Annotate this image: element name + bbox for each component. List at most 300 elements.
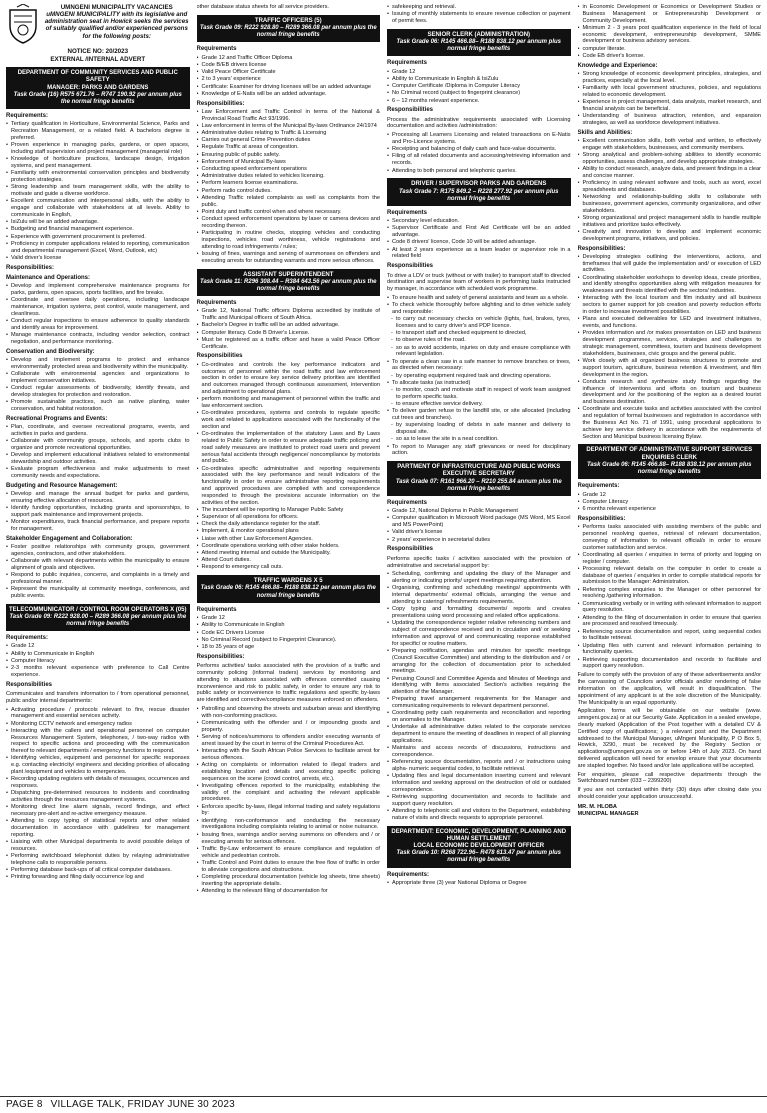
list-item: • Knowledge of horticulture practices, landscape design, irrigation systems, and pest management. xyxy=(6,156,190,170)
list-item: • Knowledge of E-Natis will be an added advantage. xyxy=(197,91,381,98)
list-item: • At least 2 years experience as a team leader or supervisor role in a related field xyxy=(387,247,571,261)
department-title: PARTMENT OF INFRASTRUCTURE AND PUBLIC WORKS xyxy=(397,464,561,471)
list-item: • Co-ordinates specific administrative and reporting requirements associated with the key performance and result indicators of the functionality in order to ensure administrative reporting requirements and approved procedures are complied with and correspondence responded to through the provisions accurate information on the activities of the section. xyxy=(197,466,381,507)
list-item: • Minimum 2 - 3 years post qualification experience in the field of local economic development, entrepreneurship development, SMME development or business advisory services. xyxy=(578,25,762,45)
section-heading: Budgeting and Resource Management: xyxy=(6,482,118,489)
bullet-list xyxy=(6,424,190,480)
list-item: • Familiarity with environmental conservation principles and biodiversity protection strategies. xyxy=(6,170,190,184)
bullet-list xyxy=(578,254,762,441)
column-2 xyxy=(197,4,381,1094)
list-item: • safekeeping and retrieval. xyxy=(387,4,571,11)
list-item: • Ability to conduct research, analyze data, and present findings in a clear and concise manner. xyxy=(578,166,762,180)
page-footer xyxy=(0,1096,767,1113)
list-item: • Enforces specific by-laws, illegal informal trading and safety regulations by: xyxy=(197,804,381,818)
bullet-list xyxy=(6,283,190,345)
banner-led-officer xyxy=(387,826,571,868)
list-item: • Retrieving supporting documentation and records to facilitate and support query resolution. xyxy=(578,657,762,671)
banner-enquiries-clerk xyxy=(578,444,762,479)
list-item: • Regulate Traffic at areas of congestion. xyxy=(197,144,381,151)
list-item: • computer literate. xyxy=(578,46,762,53)
list-item: • Participating in routine checks, stopping vehicles and conducting inspections, vehicles road worthiness, vehicle registrations and attending to road infringements / rules; xyxy=(197,230,381,250)
bullet-list xyxy=(578,4,762,60)
post-grade: Task Grade 07: R161 966.20 – R210 255.84 annum plus the normal fringe benefits xyxy=(395,478,562,492)
list-item: • Filing of all related documents and accessing/retrieving information and records. xyxy=(387,153,571,167)
post-title: ASSISTANT SUPERINTENDENT xyxy=(243,271,334,278)
list-item: • Valid driver's license xyxy=(6,255,190,262)
list-item: • Strong knowledge of economic development principles, strategies, and practices, especially at the local level. xyxy=(578,71,762,85)
bullet-list xyxy=(578,138,762,243)
list-item: • Excellent communication skills, both verbal and written, to effectively engage with stakeholders, businesses, and community members. xyxy=(578,138,762,152)
section-heading: Responsibilities: xyxy=(577,515,626,522)
list-item: - to observe rules of the road. xyxy=(387,337,571,344)
bullet-list xyxy=(197,362,381,571)
list-item: • 2-3 months relevant experience with preference to Call Centre experience. xyxy=(6,665,190,679)
post-title: SENIOR CLERK (ADMINISTRATION) xyxy=(427,31,531,38)
list-item: • Processing relevant details on the computer in order to create a database of queries / enquiries in order to compile statistical reports for submission to the Manager: Administration. xyxy=(578,566,762,586)
list-item: - to transport staff and checked equipment to directed, xyxy=(387,330,571,337)
list-item: • Issuing of fines, warnings and serving of summonses on offenders and executing arrests for outstanding warrants and more serious offences. xyxy=(197,251,381,265)
list-item: • in Economic Development or Economics or Development Studies or Business Management or Entrepreneurship Development or Community Development. xyxy=(578,4,762,24)
list-item: • Plans and executed deliverables for LED and investment initiatives, events, and functions. xyxy=(578,316,762,330)
list-item: • Coordinating stakeholder workshops to develop ideas, create priorities, and identify strengths opportunities along with mitigation measures for weaknesses and threats identified with the sectors/ industries. xyxy=(578,275,762,295)
list-item: • Scheduling, confirming and updating the diary of the Manager and alerting or indicating priority/ urgent meetings requiring attention. xyxy=(387,571,571,585)
list-item: • Undertake all administrative duties related to the corporate services department to ensure the meeting of deadlines in respect of all planning applications. xyxy=(387,724,571,744)
list-item: • Computer literacy xyxy=(6,658,190,665)
section-heading: Requirements xyxy=(387,499,428,506)
post-title: ENQUIRIES CLERK xyxy=(641,454,697,461)
list-item: • Communicating verbally or in writing with relevant information to support query resolution. xyxy=(578,601,762,615)
list-item: • Must be registered as a traffic officer and have a valid Peace Officer Certificate. xyxy=(197,337,381,351)
section-heading: Responsibilities xyxy=(387,263,434,270)
list-item: • Certificate: Examiner for driving licenses will be an added advantage xyxy=(197,84,381,91)
post-grade: Task Grade 09: R222 928.00 – R289 366.08 per annum plus the normal fringe benefits xyxy=(9,613,187,627)
signatory-name: MR. M. HLOBA xyxy=(577,803,617,810)
list-item: • Perform radio control duties. xyxy=(197,188,381,195)
section-heading: Responsibilities: xyxy=(577,245,626,252)
list-item: • 2 years' experience in secretarial duties xyxy=(387,537,571,544)
bullet-list xyxy=(387,69,571,105)
disqualification-notice: Failure to comply with the provision of any of these advertisements and/or the canvassing of Councilors and/or officials and/or rendering of false information on the application, will result in disqualification. The appointment of any applicant is at the sole discretion of the Municipality. The Municipality is an equal opportunity. xyxy=(577,672,761,706)
bullet-list xyxy=(387,132,571,174)
bullet-list xyxy=(6,643,190,678)
continued-text: other database status sheets for all service providers. xyxy=(196,4,329,10)
section-heading: Responsibilities xyxy=(387,107,434,114)
list-item: • No Criminal Record (subject to Fingerprint Clearance). xyxy=(197,637,381,644)
bullet-list xyxy=(6,121,190,261)
list-item: • Developing strategies outlining the interventions, actions, and timeframes that will guide the implementation and/ or execution of LED activities. xyxy=(578,254,762,274)
list-item: • Strong leadership and team management skills, with the ability to motivate and guide a diverse workforce. xyxy=(6,184,190,198)
list-item: • Plan, coordinate, and oversee recreational programs, events, and activities in parks and gardens. xyxy=(6,424,190,438)
paragraph: To drive a LDV or truck (without or with trailer) to transport staff to directed destination and supervise team of workers in performing tasks instructed by manager, in accordance with scheduled work programme. xyxy=(387,272,571,293)
section-heading: Requirements xyxy=(387,60,428,67)
list-item: • To operate a clean saw in a safe manner to remove branches or trees, as directed when necessary: xyxy=(387,359,571,373)
list-item: • Creativity and innovation to develop and implement economic development programs, initiatives, and policies. xyxy=(578,229,762,243)
list-item: • Develop and manage the annual budget for parks and gardens, ensuring effective allocation of resources. xyxy=(6,491,190,505)
list-item: • Grade 12, National Traffic officers Diploma accredited by institute of Traffic and Municipal officers of South Africa. xyxy=(197,308,381,322)
list-item: • perform monitoring and management of personnel within the traffic and law enforcement section. xyxy=(197,396,381,410)
columns xyxy=(6,4,761,1094)
list-item: • Conducting speed enforcement operations xyxy=(197,166,381,173)
signatory-title: MUNICIPAL MANAGER xyxy=(577,810,639,817)
page-number: PAGE 8 xyxy=(6,1098,43,1110)
list-item: • Familiarity with local government structures, policies, and regulations related to economic development. xyxy=(578,85,762,99)
bullet-list xyxy=(197,615,381,651)
post-title: LOCAL ECONOMIC DEVELOPMENT OFFICER xyxy=(413,843,545,850)
list-item: • Collaborate with environmental agencies and organizations to implement conservation initiatives. xyxy=(6,371,190,385)
list-item: • Experience in project management, data analysis, market research, and financial analysis can be beneficial. xyxy=(578,99,762,113)
bullet-list xyxy=(6,491,190,533)
notice-number: NOTICE NO: 20/2023 xyxy=(67,48,129,55)
list-item: • Provides information and /or makes presentation on LED and business development programmes, services, strategies and challenges to strategic management, committees, tourism and business development stakeholders, businesses, civic groups and the general public. xyxy=(578,330,762,357)
list-item: • Attending to telephonic call and visitors to the Department, establishing nature of visits and directs requests to appropriate personnel. xyxy=(387,808,571,822)
list-item: • Co-ordinates procedures, systems and controls to regulate specific work and related to applications associated with the functionality of the section and xyxy=(197,410,381,430)
list-item: • Coordinating all queries / enquiries in terms of priority and logging on register / computer. xyxy=(578,552,762,566)
unsuccessful-note: If you are not contacted within thirty (30) days after closing date you should consider your application unsuccessful. xyxy=(577,787,761,801)
publication-date: VILLAGE TALK, FRIDAY JUNE 30 2023 xyxy=(50,1098,235,1110)
section-heading: Knowledge and Experience: xyxy=(577,62,658,69)
department-title: DEPARTMENT: ECONOMIC, DEVELOPMENT, PLANNING AND HUMAN SETTLEMENT xyxy=(391,828,567,842)
paragraph: Performs specific tasks / activities associated with the provision of administrative and secretarial support by: xyxy=(387,555,571,569)
list-item: • Tertiary qualification in Horticulture, Environmental Science, Parks and Recreation Management, or a related field. A bachelors degree is preferred. xyxy=(6,121,190,141)
list-item: • Represent the municipality at community meetings, conferences, and public events. xyxy=(6,586,190,600)
list-item: • Issuing of monthly statements to ensure revenue collection or payment of permit fees. xyxy=(387,11,571,25)
list-item: - by supervising loading of debris in safe manner and delivery to disposal site. xyxy=(387,422,571,436)
list-item: • Processing all Learners Licensing and related transactions on E-Natis and Pro-Licence systems. xyxy=(387,132,571,146)
list-item: • Code B/EB drivers license xyxy=(197,62,381,69)
bullet-list xyxy=(6,544,190,600)
list-item: • Coordinate operations working with other stake holders. xyxy=(197,543,381,550)
list-item: • Proven experience in managing parks, gardens, or open spaces, including staff supervision and project management (managerial role) xyxy=(6,142,190,156)
list-item: • Valid Peace Officer Certificate xyxy=(197,69,381,76)
list-item: • Attending to the relevant filing of documentation for xyxy=(197,888,381,895)
section-heading: Stakeholder Engagement and Collaboration: xyxy=(6,535,133,542)
section-heading: Requirements xyxy=(196,606,237,613)
list-item: • To deliver garden refuse to the landfill site, or site allocated (including cut trees and branches). xyxy=(387,408,571,422)
post-title: TRAFFIC WARDENS X 5 xyxy=(253,578,323,585)
paragraph: Process the administrative requirements associated with Licensing documentation and activities /administration: xyxy=(387,116,571,130)
post-grade: Task Grade 11: R296 308.44 – R384 643.56 per annum plus the normal fringe benefits xyxy=(200,278,377,292)
list-item: • Excellent communication and interpersonal skills, with the ability to engage and collaborate with stakeholders at all levels. Ability to communicate in English, xyxy=(6,198,190,218)
banner-executive-secretary xyxy=(387,461,571,496)
signature-block xyxy=(578,804,762,818)
list-item: - to monitor, coach and motivate staff in respect of work team assigned to perform specific tasks. xyxy=(387,387,571,401)
bullet-list xyxy=(197,308,381,350)
list-item: • Identify funding opportunities, including grants and sponsorships, to support park maintenance and improvement projects. xyxy=(6,505,190,519)
list-item: • Monitor expenditures, track financial performance, and prepare reports for management. xyxy=(6,519,190,533)
list-item: • Ability to Communicate in English xyxy=(6,651,190,658)
section-heading: Responsibilities: xyxy=(196,653,245,660)
bullet-list xyxy=(6,357,190,413)
paragraph: Performs activities/ tasks associated with the provision of a traffic and community policing (informal traders) services by monitoring and attending to situations associated with offences committed causing inconvenience and risk to public safety, in order to ensure any risk to public safety or inconvenience to traffic regulations and specific by-laws are identified and corrective/compliance measures enforced on offenders. xyxy=(196,663,380,704)
header-line2: uMNGENI MUNICIPALITY with its legislative and administration seat in Howick seeks the services of suitably qualified and/or experienced persons for the following posts: xyxy=(44,11,189,40)
list-item: • Proficiency in using relevant software and tools, such as word, excel spreadsheets and databases. xyxy=(578,180,762,194)
list-item: • Conduct regular inspections to ensure adherence to quality standards and identify areas for improvement. xyxy=(6,318,190,332)
list-item: • Liaise with other Law Enforcement Agencies. xyxy=(197,536,381,543)
post-grade: Task Grade 06: R145 466.88– R188 838.12 per annum plus normal fringe benefits xyxy=(586,461,752,476)
list-item: • Receipting and balancing of daily cash and face-value documents. xyxy=(387,146,571,153)
list-item: • Printing forwarding and filing daily occurrence log and xyxy=(6,874,190,881)
list-item: • Attend Court duties. xyxy=(197,557,381,564)
list-item: • Law enforcement in terms of the Municipal By-laws Ordinance 24/1974 xyxy=(197,123,381,130)
section-heading: Conservation and Biodiversity: xyxy=(6,348,95,355)
list-item: • Develop and implement comprehensive maintenance programs for parks, gardens, open spaces, sports facilities, and fire breaks. xyxy=(6,283,190,297)
list-item: • Proficiency in computer applications related to reporting, communication and departmental management (Excel, Word, Outlook, etc) xyxy=(6,241,190,255)
list-item: • Attending to both personal and telephonic queries. xyxy=(387,168,571,175)
section-heading: Requirements xyxy=(387,209,428,216)
list-item: • Strong organizational and project management skills to handle multiple initiatives and prioritize tasks effectively. xyxy=(578,215,762,229)
list-item: • Ability to Communicate in English & IsiZulu xyxy=(387,76,571,83)
list-item: • Completing procedural documentation (vehicle log sheets, time sheets) inserting the appropriate details. xyxy=(197,874,381,888)
list-item: • Co-ordinates and controls the key performance indicators and outcomes of personnel within the road traffic and law enforcement section in order to ensure key service delivery priorities are identified and outcomes managed through continuous assessment, intervention and adjustment to operational plans. xyxy=(197,362,381,396)
list-item: • Enforcement of Municipal By-laws xyxy=(197,159,381,166)
list-item: • Preparing travel arrangement requirements for the Manager and communicating requirements to relevant department personnel. xyxy=(387,696,571,710)
list-item: • Evaluate program effectiveness and make adjustments to meet community needs and expectations. xyxy=(6,466,190,480)
list-item: • Patrolling and observing the streets and suburban areas and identifying with non-conforming practices. xyxy=(197,706,381,720)
bullet-list xyxy=(387,218,571,260)
list-item: • Networking and relationship-building skills to collaborate with businesses, government agencies, community organizations, and other stakeholders. xyxy=(578,194,762,214)
list-item: • Grade 12 xyxy=(387,69,571,76)
list-item: • To check vehicle thoroughly before alighting and to drive vehicle safely and responsible: xyxy=(387,302,571,316)
list-item: • Performing switchboard telephonist duties by relaying administrative telephone calls to responsible persons. xyxy=(6,853,190,867)
list-item: - by operating equipment required task and directing operations. xyxy=(387,373,571,380)
bullet-list xyxy=(387,295,571,457)
bullet-list xyxy=(387,4,571,25)
list-item: • Identifying vehicles, equipment and personnel for specific responses e.g. contacting electricity/ engineers and deciding priorities of allocating plant /equipment and vehicles to emergencies. xyxy=(6,755,190,775)
list-item: • Conduct regular assessments of biodiversity, identify threats, and develop strategies for protection and restoration. xyxy=(6,385,190,399)
banner-parks-manager xyxy=(6,67,190,109)
list-item: • Activating procedure / protocols relevant to fire, rescue disaster management and essential services activity. xyxy=(6,707,190,721)
bullet-list xyxy=(387,880,571,887)
bullet-list xyxy=(578,71,762,127)
list-item: • Maintains and access records of discussions, instructions and correspondence. xyxy=(387,745,571,759)
list-item: • Interacting with the South African Police Services to facilitate arrest for serious offences. xyxy=(197,748,381,762)
department-title: DEPARTMENT OF COMMUNITY SERVICES AND PUBLIC SAFETY xyxy=(17,70,178,84)
list-item: • Computer literacy. Code B Driver's License. xyxy=(197,330,381,337)
list-item: • Grade 12 and Traffic Officer Diploma xyxy=(197,55,381,62)
section-heading: Requirements: xyxy=(6,635,49,642)
list-item: • Coordinating petty cash requirements and reconciliation and reporting on anomalies to the Manager. xyxy=(387,710,571,724)
list-item: • Ensuring public of public safety. xyxy=(197,152,381,159)
list-item: • Law Enforcement and Traffic Control in terms of the National & Provincial Road Traffic Act 93/1996. xyxy=(197,109,381,123)
list-item: • Valid driver's license xyxy=(387,529,571,536)
list-item: • 6 – 12 months relevant experience. xyxy=(387,98,571,105)
list-item: • Supervisor of all operations for officers. xyxy=(197,514,381,521)
list-item: • Bachelor's Degree in traffic will be an added advantage. xyxy=(197,322,381,329)
list-item: • Perusing Council and Committee Agenda and Minutes of Meetings and identifying with items associated Section's activities requiring the attention of the Manager. xyxy=(387,676,571,696)
section-heading: Requirements xyxy=(196,46,237,53)
post-title: EXECUTIVE SECRETARY xyxy=(442,471,515,478)
banner-traffic-officers xyxy=(197,15,381,43)
list-item: • Strong analytical and problem-solving abilities to identify economic opportunities, assess challenges, and develop appropriate strategies. xyxy=(578,152,762,166)
section-heading: Recreational Programs and Events: xyxy=(6,415,108,422)
list-item: • Computer qualification in Microsoft Word package (MS Word, MS Excel and MS PowerPoint) xyxy=(387,515,571,529)
section-heading: Responsibilities xyxy=(387,546,434,553)
post-grade: Task Grade 06: R145 466.88– R188 838.12 per annum plus normal fringe benefits xyxy=(396,39,562,53)
list-item: • 6 months relevant experience xyxy=(578,506,762,513)
list-item: • Conducts research and synthesize study findings regarding the influence of interventions and efforts on tourism and business development and /or the positioning of the region as a desired tourist and business destination. xyxy=(578,379,762,406)
list-item: • Recording updating registers with details of messages, occurrences and responses. xyxy=(6,776,190,790)
list-item: • Code 8 drivers' licence, Code 10 will be added advantage. xyxy=(387,239,571,246)
header-text xyxy=(44,4,190,44)
list-item: • Code EC Drivers License xyxy=(197,630,381,637)
list-item: • Work closely with all organized business structures to promote and support tourism, agriculture, business retention & investment, and film development in the region. xyxy=(578,358,762,378)
municipal-crest-icon xyxy=(6,4,40,44)
list-item: • identifying non-conformance and conducting the necessary investigations including complaints relating to animal or noise nuisance. xyxy=(197,818,381,832)
section-heading: Requirements: xyxy=(6,113,49,120)
list-item: • Issuing fines, warnings and/or serving summons on offenders and / or executing arrests for serious offences. xyxy=(197,832,381,846)
section-heading: Requirements xyxy=(196,300,237,307)
list-item: • Check the daily attendance register for the staff. xyxy=(197,521,381,528)
bullet-list xyxy=(6,707,190,882)
list-item: • Interacting with the local tourism and film industry and all business sectors to garner support for job creation and poverty reduction efforts in order to increase investment possibilities. xyxy=(578,295,762,315)
list-item: • Supervisor Certificate and First Aid Certificate will be an added advantage. xyxy=(387,225,571,239)
list-item: • Referencing source documentation and report, using sequential codes to facilitate retrieval. xyxy=(578,629,762,643)
list-item: • Respond to public inquiries, concerns, and complaints in a timely and professional manner. xyxy=(6,572,190,586)
banner-senior-clerk xyxy=(387,29,571,57)
list-item: • Interacting with the callers and operational personnel on computer Resources Management System, telephones, / two-way radios with respect to specific actions and proceeding with the communication thereof to relevant departments / emergency functions to respond. xyxy=(6,728,190,755)
post-grade: Task Grade 7: R175 849.2 – R228 277.92 per annum plus normal fringe benefits xyxy=(398,188,559,202)
list-item: • Administrative duties relating to Traffic & Licensing xyxy=(197,130,381,137)
list-item: • Liaising with other Municipal departments to avoid possible delays of resources. xyxy=(6,839,190,853)
list-item: • Performing database back-ups of all critical computer databases. xyxy=(6,867,190,874)
list-item: • Attending Traffic related complaints as well as complaints from the public. xyxy=(197,195,381,209)
list-item: • Perform learners license examinations. xyxy=(197,180,381,187)
bullet-list xyxy=(197,4,381,11)
column-3 xyxy=(387,4,571,1094)
bullet-list xyxy=(387,571,571,821)
list-item: • To allocate tasks (as instructed) xyxy=(387,380,571,387)
section-heading: Maintenance and Operations: xyxy=(6,274,91,281)
paragraph: Communicates and transfers information to / from operational personnel, public and/or internal departments: xyxy=(6,690,190,704)
list-item: • Retrieving supporting documentation and records to facilitate and support query resolution. xyxy=(387,794,571,808)
list-item: • Updating files and legal documentation inserting current and relevant information and seeking approval on the destruction of old or outdated correspondence. xyxy=(387,773,571,793)
list-item: • Attending to the filing of documentation in order to ensure that queries are processed and resolved timeously. xyxy=(578,615,762,629)
bullet-list xyxy=(578,524,762,670)
list-item: • 2 to 3 years' experience xyxy=(197,76,381,83)
notice-block xyxy=(6,48,190,63)
banner-traffic-wardens xyxy=(197,575,381,603)
list-item: • Manage maintenance contracts, including vendor selection, contract negotiation, and performance monitoring. xyxy=(6,332,190,346)
bullet-list xyxy=(578,492,762,513)
post-grade: Task Grade 09: R222 928.80 – R289 366.08 per annum plus the normal fringe benefits xyxy=(199,25,377,39)
list-item: • Promote sustainable practices, such as native planting, water conservation, and habitat restoration. xyxy=(6,399,190,413)
list-item: • Traffic By-Law enforcement to ensure compliance and regulation of vehicle and pedestrian controls. xyxy=(197,846,381,860)
column-1 xyxy=(6,4,190,1094)
post-title: TELECOMMUNICATOR / CONTROL ROOM OPERATORS X (05) xyxy=(9,606,187,613)
post-grade: Task Grade 06: R145 466.88– R188 838.12 per annum plus the normal fringe benefits xyxy=(200,585,376,599)
post-grade: Task Grade (16) R575 671.76 – R747 190.92 per annum plus the normal fringe benefits xyxy=(13,91,182,105)
list-item: • Monitoring CCTV network and emergency radios xyxy=(6,721,190,728)
list-item: • Coordinate and execute tasks and activities associated with the control and regulation of formal businesses and registration in accordance with the Business Act No. 71 of 1991, using procedural applications to achieve key service delivery in accordance with the requirements of Section and Municipal business licensing Bylaw. xyxy=(578,406,762,440)
list-item: • The incumbent will be reporting to Manager Public Safety xyxy=(197,507,381,514)
list-item: • Traffic Control and Point duties to ensure the free flow of traffic in order to alleviate congestions and obstructions. xyxy=(197,860,381,874)
section-heading: Responsibilities: xyxy=(6,264,55,271)
section-heading: Responsibilities xyxy=(196,353,243,360)
list-item: • Investigating offences reported to the municipality, establishing the validity of the complaint and activating the relevant applicable procedures. xyxy=(197,783,381,803)
section-heading: Skills and Abilities: xyxy=(577,129,633,136)
section-heading: Responsibilities: xyxy=(196,100,245,107)
banner-telecommunicator xyxy=(6,604,190,632)
list-item: • Appropriate three (3) year National Diploma or Degree xyxy=(387,880,571,887)
application-instructions: Application forms will be obtainable on our website (www. umngeni.gov.za) or at our Security Gate. Application in a sealed envelope, clearly marked (Application of the Post together with a detailed CV & Certified copy of qualifications; ) a relevant post and the Department addressed to the Municipal Manager, uMngeni Municipality, P O Box 5, Howick, 3290, must be received by the Registry Section or applications@umngeni.gov.za on or before 14th of July 2023. On hand delivered application will need for envelop ensure that your documents are stapled together. No faxed and/or late applications will be accepted. xyxy=(577,708,761,769)
header-line1: UMNGENI MUNICIPALITY VACANCIES xyxy=(60,4,173,11)
list-item: • Attend meeting internal and outside the Municipality. xyxy=(197,550,381,557)
post-title: DRIVER / SUPERVISOR PARKS AND GARDENS xyxy=(411,181,547,188)
department-title: DEPARTMENT OF ADMINISTRATIVE SUPPORT SERVICES xyxy=(586,447,753,454)
list-item: - so as to leave the site in a neat condition. xyxy=(387,436,571,443)
list-item: • Implement, & monitor operational plans xyxy=(197,528,381,535)
list-item: • To report to Manager any staff grievances or need for disciplinary action. xyxy=(387,444,571,458)
list-item: - to ensure effective service delivery. xyxy=(387,401,571,408)
post-grade: Task Grade 10: R268 722.96– R478 613.47 per annum plus normal fringe benefits xyxy=(396,850,562,864)
list-item: • Foster positive relationships with community groups, government agencies, contractors, and other stakeholders. xyxy=(6,544,190,558)
column-4 xyxy=(578,4,762,1094)
list-item: • IsiZulu will be an added advantage. xyxy=(6,219,190,226)
list-item: • Coordinate and oversee daily operations, including landscape maintenance, irrigation systems, pest control, waste management, and cleanliness. xyxy=(6,297,190,317)
list-item: - so as to avoid accidents, injuries on duty and ensure compliance with relevant legislation. xyxy=(387,345,571,359)
list-item: • Dispatching pre-determined resources to incidents and coordinating activities through the resources management systems. xyxy=(6,790,190,804)
list-item: • Understanding of business attraction, retention, and expansion strategies, as well as workforce development initiatives. xyxy=(578,113,762,127)
bullet-list xyxy=(387,508,571,543)
bullet-list xyxy=(197,55,381,98)
list-item: • Acting on complaints or information related to illegal traders and establishing location and details and executing specific policing sequences on the scene (crowd control, arrests, etc.). xyxy=(197,762,381,782)
list-item: • Grade 12, National Diploma in Public Management xyxy=(387,508,571,515)
advert-header xyxy=(6,4,190,44)
section-heading: Responsibilities xyxy=(6,681,53,688)
list-item: • Serving of notices/summons to offenders and/or executing warrants of arrest issued by the court in terms of the Criminal Procedures Act. xyxy=(197,734,381,748)
list-item: • Referring complex enquiries to the Manager or other personnel for resolving /gathering information. xyxy=(578,587,762,601)
list-item: • Develop and implement programs to protect and enhance environmentally protected areas and biodiversity within the municipality. xyxy=(6,357,190,371)
list-item: • Point duty and traffic control when and where necessary. xyxy=(197,209,381,216)
advert-type: EXTERNAL /INTERNAL ADVERT xyxy=(50,55,146,63)
list-item: • Experience with government procurement is preferred. xyxy=(6,234,190,241)
enquiries-note: For enquiries, please call respective departments through the Switchboard number (033 – 2399200) xyxy=(577,771,761,785)
list-item: • Attending to copy typing of statistical reports and other related documentation in accordance with guidelines for management reporting. xyxy=(6,818,190,838)
list-item: • Monitoring direct line alarm signals, record findings, and effect necessary pre-alert and re-active emergency measure. xyxy=(6,804,190,818)
list-item: • Collaborate with community groups, schools, and sports clubs to organize and promote recreational opportunities. xyxy=(6,438,190,452)
list-item: • Secondary level education. xyxy=(387,218,571,225)
list-item: • Co-ordinates the implementation of the statutory Laws and By Laws related to Public Safety in order to ensure adequate traffic policing and road safety measures are instituted to protect road users and prevent serious fatal accidents through negligence/ noncompliance by motorists and public. xyxy=(197,431,381,465)
list-item: • Computer Literacy xyxy=(578,499,762,506)
list-item: • Performs tasks associated with assisting members of the public and personnel resolving queries, retrieval of relevant documentation, conveying of information to relevant official/s in order to ensure customer satisfaction and service. xyxy=(578,524,762,551)
list-item: • Organising, confirming and scheduling meetings/ appointments with internal departments/ external officials, arranging the venue and attending to catering/ refreshments requirements. xyxy=(387,585,571,605)
list-item: • Updating the correspondence register relative referencing numbers and subject of correspondence received and in circulation and/ or seeking information and approval of and communicating response established for specific/ or routine matters. xyxy=(387,620,571,647)
list-item: • Conduct speed enforcement operations by laser or camera devices and recording thereon. xyxy=(197,216,381,230)
banner-assistant-superintendent xyxy=(197,269,381,297)
banner-driver-supervisor xyxy=(387,178,571,206)
list-item: • No Criminal record (subject to fingerprint clearance) xyxy=(387,90,571,97)
post-title: TRAFFIC OFFICERS (5) xyxy=(254,17,322,24)
section-heading: Requirements: xyxy=(577,483,620,490)
list-item: • Preparing notification, agendas and minutes for specific meetings (Council Executive Committee) and attending to the distribution and / or arranging for the collection of documentation prior to scheduled meetings. xyxy=(387,648,571,675)
bullet-list xyxy=(197,706,381,895)
list-item: • Respond to emergency call outs. xyxy=(197,564,381,571)
list-item: • 18 to 35 years of age xyxy=(197,644,381,651)
list-item: • Collaborate with relevant departments within the municipality to ensure alignment of goals and objectives. xyxy=(6,558,190,572)
list-item: • Copy typing and formatting documents/ reports and creates presentations using word processing and related office applications. xyxy=(387,606,571,620)
list-item: • Referencing source documentation, reports and / or instructions using alpha- numeric sequential codes, to facilitate retrieval. xyxy=(387,759,571,773)
list-item: • Computer Certificate /Diploma in Computer Literacy xyxy=(387,83,571,90)
list-item: • Communicating with the offender and / or impounding goods and property. xyxy=(197,720,381,734)
list-item: - to carry out necessary checks on vehicle (lights, fuel, brakes, tyres, licenses and to carry driver's and PDP licence. xyxy=(387,316,571,330)
bullet-list xyxy=(197,109,381,265)
list-item: • To ensure health and safety of general assistants and team as a whole. xyxy=(387,295,571,302)
post-title: MANAGER: PARKS AND GARDENS xyxy=(47,84,149,91)
list-item: • Ability to Communicate in English xyxy=(197,622,381,629)
list-item: • Grade 12 xyxy=(6,643,190,650)
list-item: • Carries out general Crime Prevention duties xyxy=(197,137,381,144)
list-item: • Budgeting and financial management experience. xyxy=(6,226,190,233)
